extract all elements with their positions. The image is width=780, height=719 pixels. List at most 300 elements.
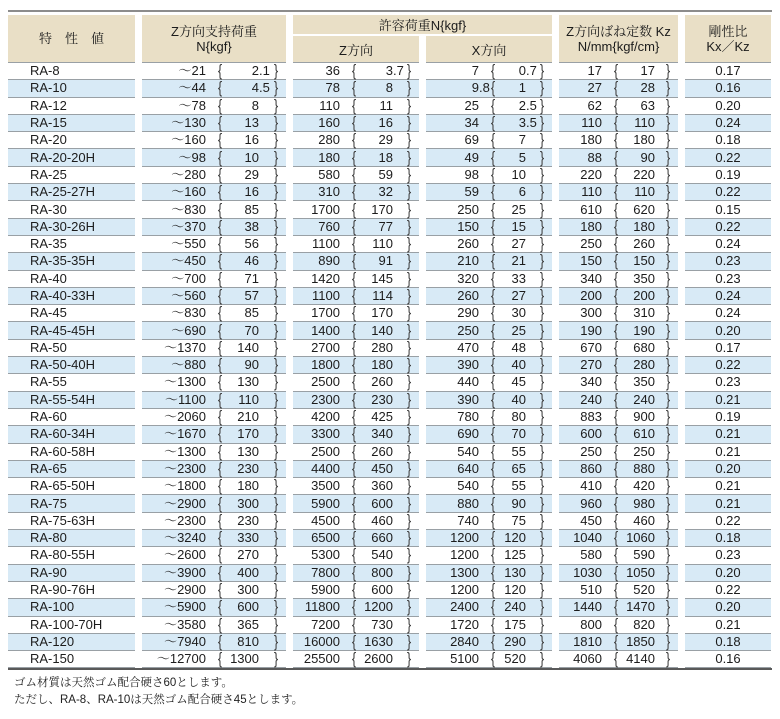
table-row	[8, 475, 772, 496]
support-load-n-int: ～1670	[164, 426, 206, 442]
header-z-support-load-line2: N{kgf}	[196, 38, 232, 54]
allowable-z-n-int: 4500	[311, 512, 340, 528]
spring-constant-kgfcm-int: 110	[634, 115, 655, 131]
open-brace: {	[217, 302, 223, 323]
model-name-cell	[8, 651, 135, 668]
allowable-x-kgf-int: 75	[511, 512, 526, 528]
table-row	[8, 112, 772, 133]
allowable-x-kgf-int: 80	[511, 409, 526, 425]
support-load-kgf-int: 13	[244, 115, 259, 131]
spring-constant-kgfcm-int: 28	[640, 80, 655, 96]
support-load-kgf-int: 2	[251, 63, 259, 79]
spring-constant-nmm-int: 180	[580, 218, 602, 234]
open-brace: {	[351, 596, 357, 617]
support-load-kgf-int: 400	[237, 564, 259, 580]
close-brace: }	[406, 372, 412, 392]
z-support-load-cell	[142, 458, 286, 479]
model-name-cell	[8, 236, 135, 253]
spring-constant-kgfcm-int: 280	[633, 357, 655, 373]
rigidity-ratio-cell	[685, 132, 771, 149]
rigidity-ratio-cell	[685, 582, 771, 599]
open-brace: {	[217, 95, 223, 115]
rigidity-ratio-cell	[685, 80, 771, 97]
open-brace: {	[351, 95, 357, 115]
allowable-z-n-int: 1700	[311, 305, 340, 321]
close-brace: }	[273, 545, 279, 565]
rigidity-ratio-value: 0.21	[715, 616, 741, 632]
rigidity-ratio-value: 0.20	[715, 564, 741, 580]
footnotes	[14, 675, 772, 709]
close-brace: }	[539, 562, 545, 582]
allowable-x-n-int: 880	[457, 495, 479, 511]
close-brace: }	[273, 441, 279, 461]
allowable-x-n-int: 690	[457, 426, 479, 442]
allowable-x-kgf-int: 21	[511, 253, 526, 269]
close-brace: }	[273, 648, 279, 669]
allowable-x-kgf-int: 125	[504, 547, 526, 563]
open-brace: {	[613, 510, 619, 530]
spring-constant-kgfcm-int: 620	[633, 201, 655, 217]
header-rigidity-ratio	[685, 15, 771, 63]
spring-constant-nmm-int: 240	[580, 391, 602, 407]
open-brace: {	[490, 112, 496, 133]
spring-constant-kgfcm-int: 250	[633, 443, 655, 459]
allowable-x-n-int: 290	[457, 305, 479, 321]
close-brace: }	[406, 423, 412, 444]
allowable-z-kgf-int: 170	[371, 305, 393, 321]
support-load-kgf-int: 70	[244, 322, 259, 338]
support-load-n-int: ～450	[171, 253, 206, 269]
close-brace: }	[406, 268, 412, 288]
close-brace: }	[665, 302, 671, 323]
model-name: RA-45-45H	[30, 322, 96, 338]
close-brace: }	[539, 648, 545, 669]
model-name: RA-150	[30, 651, 75, 667]
close-brace: }	[273, 510, 279, 530]
open-brace: {	[351, 354, 357, 375]
open-brace: {	[351, 337, 357, 357]
allowable-x-kgf-int: 175	[504, 616, 526, 632]
allowable-z-n-int: 1100	[312, 288, 340, 303]
allowable-z-kgf-int: 18	[378, 149, 393, 165]
z-support-load-cell	[142, 60, 286, 81]
spring-constant-nmm-int: 340	[580, 270, 602, 286]
z-support-load-cell	[142, 423, 286, 444]
close-brace: }	[539, 458, 545, 479]
header-z-spring-constant-line1: Z方向ばね定数 Kz	[566, 23, 671, 39]
model-name-cell	[8, 392, 135, 409]
model-name: RA-80-55H	[30, 547, 96, 563]
allowable-x-kgf-int: 240	[504, 599, 526, 615]
open-brace: {	[217, 510, 223, 530]
close-brace: }	[665, 648, 671, 669]
allowable-x-kgf-int: 33	[511, 270, 526, 286]
support-load-n-int: ～160	[171, 184, 206, 200]
allowable-z-n-int: 6500	[311, 530, 340, 546]
rigidity-ratio-cell	[685, 565, 771, 582]
table-row	[8, 596, 772, 617]
support-load-n-int: ～12700	[156, 651, 206, 667]
spring-constant-kgfcm-int: 190	[633, 322, 655, 338]
model-name-cell	[8, 219, 135, 236]
support-load-n-int: ～2300	[164, 460, 206, 476]
open-brace: {	[613, 78, 619, 98]
model-name-cell	[8, 340, 135, 357]
open-brace: {	[490, 95, 496, 115]
spring-constant-nmm-int: 1440	[573, 599, 602, 615]
close-brace: }	[406, 614, 412, 634]
spring-constant-nmm-int: 580	[580, 547, 602, 563]
close-brace: }	[406, 95, 412, 115]
footnote-exception: ただし、RA-8、RA-10は天然ゴム配合硬さ45とします。	[14, 694, 304, 707]
support-load-kgf-frac: .1	[259, 63, 270, 79]
close-brace: }	[406, 320, 412, 340]
close-brace: }	[273, 216, 279, 236]
close-brace: }	[406, 527, 412, 548]
close-brace: }	[273, 320, 279, 340]
model-name: RA-45	[30, 305, 67, 321]
open-brace: {	[490, 251, 496, 271]
allowable-x-n-int: 5100	[450, 651, 479, 667]
rigidity-ratio-cell	[685, 167, 771, 184]
allowable-z-kgf-int: 600	[371, 582, 393, 598]
model-name-cell	[8, 149, 135, 166]
support-load-n-int: ～2300	[164, 512, 206, 528]
header-z-direction-label: Z方向	[339, 42, 373, 58]
close-brace: }	[665, 268, 671, 288]
model-name: RA-55	[30, 374, 67, 390]
table-row	[8, 579, 772, 600]
allowable-x-n-int: 1720	[450, 616, 479, 632]
close-brace: }	[539, 614, 545, 634]
support-load-kgf-int: 10	[244, 149, 259, 165]
open-brace: {	[613, 527, 619, 548]
model-name: RA-35	[30, 236, 67, 252]
allowable-z-kgf-int: 280	[371, 339, 393, 355]
close-brace: }	[273, 251, 279, 271]
model-name-cell	[8, 98, 135, 115]
rigidity-ratio-cell	[685, 322, 771, 339]
table-row	[8, 216, 772, 236]
spring-constant-nmm-int: 600	[580, 426, 602, 442]
close-brace: }	[273, 423, 279, 444]
allowable-z-n-int: 2700	[311, 339, 340, 355]
close-brace: }	[273, 631, 279, 652]
allowable-z-n-int: 110	[319, 97, 340, 113]
allowable-x-kgf-int: 130	[504, 564, 526, 580]
rigidity-ratio-cell	[685, 340, 771, 357]
open-brace: {	[217, 164, 223, 185]
open-brace: {	[351, 251, 357, 271]
open-brace: {	[217, 354, 223, 375]
support-load-n-int: ～5900	[164, 599, 206, 615]
open-brace: {	[613, 406, 619, 427]
allowable-x-n-int: 98	[464, 166, 479, 182]
close-brace: }	[665, 614, 671, 634]
header-x-direction-label: X方向	[471, 42, 507, 58]
support-load-n-int: ～1300	[164, 374, 206, 390]
model-name-cell	[8, 271, 135, 288]
z-support-load-cell	[142, 579, 286, 600]
rigidity-ratio-cell	[685, 444, 771, 461]
z-support-load-cell	[142, 80, 286, 97]
model-name-cell	[8, 305, 135, 322]
z-support-load-cell	[142, 510, 286, 530]
spring-constant-nmm-int: 250	[580, 236, 602, 252]
allowable-z-n-int: 2500	[311, 443, 340, 459]
open-brace: {	[351, 216, 357, 236]
close-brace: }	[273, 233, 279, 254]
support-load-n-int: ～1800	[164, 478, 206, 494]
rigidity-ratio-cell	[685, 357, 771, 374]
z-support-load-cell	[142, 164, 286, 185]
open-brace: {	[217, 199, 223, 219]
model-name: RA-100	[30, 599, 75, 615]
open-brace: {	[351, 320, 357, 340]
close-brace: }	[665, 199, 671, 219]
close-brace: }	[273, 527, 279, 548]
allowable-z-kgf-int: 730	[371, 616, 393, 632]
close-brace: }	[665, 285, 671, 306]
header-rigidity-ratio-line1: 剛性比	[708, 23, 748, 39]
z-support-load-cell	[142, 201, 286, 218]
open-brace: {	[217, 285, 223, 306]
rigidity-ratio-value: 0.17	[715, 339, 741, 355]
header-characteristic-label: 特 性 値	[38, 31, 104, 46]
rigidity-ratio-value: 0.22	[715, 512, 741, 528]
model-name: RA-20-20H	[30, 149, 96, 165]
support-load-kgf-int: 29	[244, 166, 259, 182]
spring-constant-nmm-int: 62	[587, 97, 602, 113]
close-brace: }	[273, 78, 279, 98]
open-brace: {	[490, 199, 496, 219]
open-brace: {	[351, 545, 357, 565]
open-brace: {	[217, 78, 223, 98]
z-support-load-cell	[142, 233, 286, 254]
header-allowable-load-group	[293, 15, 552, 63]
close-brace: }	[665, 423, 671, 444]
open-brace: {	[490, 233, 496, 254]
rigidity-ratio-cell	[685, 530, 771, 547]
open-brace: {	[613, 648, 619, 669]
allowable-z-kgf-int: 1200	[364, 599, 393, 615]
allowable-z-n-int: 890	[318, 253, 340, 269]
open-brace: {	[490, 337, 496, 357]
support-load-n-int: ～2900	[164, 495, 206, 511]
open-brace: {	[613, 60, 619, 81]
model-name: RA-8	[30, 63, 60, 79]
rigidity-ratio-cell	[685, 392, 771, 409]
open-brace: {	[490, 423, 496, 444]
allowable-x-kgf-int: 48	[511, 339, 526, 355]
close-brace: }	[539, 129, 545, 150]
allowable-z-kgf-int: 260	[371, 443, 393, 459]
allowable-x-n-int: 25	[464, 97, 479, 113]
table-row	[8, 164, 772, 185]
close-brace: }	[539, 493, 545, 513]
support-load-kgf-int: 180	[237, 478, 259, 494]
close-brace: }	[539, 354, 545, 375]
support-load-n-int: ～160	[171, 132, 206, 148]
open-brace: {	[613, 233, 619, 254]
table-row	[8, 322, 772, 339]
open-brace: {	[217, 648, 223, 669]
spring-constant-nmm-int: 510	[580, 582, 602, 598]
rigidity-ratio-value: 0.23	[715, 374, 741, 390]
open-brace: {	[217, 545, 223, 565]
support-load-n-int: ～1300	[164, 443, 206, 459]
close-brace: }	[273, 95, 279, 115]
open-brace: {	[490, 579, 496, 600]
model-name-cell	[8, 547, 135, 564]
allowable-x-n-int: 540	[457, 478, 479, 494]
close-brace: }	[665, 337, 671, 357]
close-brace: }	[665, 562, 671, 582]
open-brace: {	[351, 493, 357, 513]
model-name: RA-65	[30, 460, 67, 476]
close-brace: }	[665, 475, 671, 496]
spring-constant-kgfcm-int: 90	[640, 149, 655, 165]
close-brace: }	[539, 181, 545, 202]
z-support-load-cell	[142, 648, 286, 669]
allowable-z-kgf-int: 145	[371, 270, 393, 286]
close-brace: }	[665, 527, 671, 548]
rigidity-ratio-cell	[685, 149, 771, 166]
spring-constant-kgfcm-int: 420	[633, 478, 655, 494]
allowable-z-n-int: 580	[318, 166, 340, 182]
allowable-x-kgf-int: 3	[518, 115, 526, 131]
allowable-x-kgf-int: 25	[511, 322, 526, 338]
allowable-z-n-int: 25500	[303, 651, 340, 667]
close-brace: }	[539, 95, 545, 115]
open-brace: {	[613, 251, 619, 271]
open-brace: {	[351, 631, 357, 652]
open-brace: {	[613, 475, 619, 496]
model-name: RA-55-54H	[30, 391, 96, 407]
spring-constant-kgfcm-int: 220	[633, 166, 655, 182]
close-brace: }	[539, 233, 545, 254]
open-brace: {	[217, 233, 223, 254]
allowable-z-kgf-int: 32	[378, 184, 393, 200]
allowable-x-kgf-int: 30	[511, 305, 526, 321]
spring-constant-kgfcm-int: 180	[633, 218, 655, 234]
support-load-n-int: ～1370	[164, 339, 206, 355]
open-brace: {	[217, 579, 223, 600]
open-brace: {	[351, 302, 357, 323]
allowable-x-kgf-int: 10	[511, 166, 526, 182]
header-allowable-load	[293, 15, 552, 34]
close-brace: }	[665, 95, 671, 115]
open-brace: {	[613, 614, 619, 634]
open-brace: {	[351, 164, 357, 185]
open-brace: {	[217, 129, 223, 150]
support-load-kgf-int: 16	[244, 184, 259, 200]
z-support-load-cell	[142, 112, 286, 133]
allowable-x-n-int: 34	[464, 115, 479, 131]
close-brace: }	[273, 337, 279, 357]
open-brace: {	[613, 112, 619, 133]
spring-constant-kgfcm-int: 350	[633, 270, 655, 286]
table-row	[8, 648, 772, 669]
support-load-n-int: ～2060	[164, 409, 206, 425]
top-rule-divider	[8, 10, 772, 12]
close-brace: }	[273, 614, 279, 634]
support-load-n-int: ～98	[178, 149, 206, 165]
open-brace: {	[217, 320, 223, 340]
close-brace: }	[539, 406, 545, 427]
open-brace: {	[217, 268, 223, 288]
allowable-x-kgf-int: 2	[518, 97, 526, 113]
support-load-n-int: ～21	[178, 63, 206, 79]
allowable-x-n-int: 1200	[450, 547, 479, 563]
spring-constant-nmm-int: 180	[580, 132, 602, 148]
support-load-kgf-int: 1300	[230, 651, 259, 667]
open-brace: {	[490, 181, 496, 202]
model-name: RA-75-63H	[30, 512, 96, 528]
close-brace: }	[539, 423, 545, 444]
allowable-x-kgf-int: 0	[518, 63, 526, 79]
allowable-x-n-int: 320	[457, 270, 479, 286]
open-brace: {	[351, 423, 357, 444]
close-brace: }	[406, 406, 412, 427]
z-support-load-cell	[142, 268, 286, 288]
model-name: RA-25	[30, 166, 67, 182]
open-brace: {	[613, 458, 619, 479]
open-brace: {	[351, 475, 357, 496]
z-support-load-cell	[142, 216, 286, 236]
open-brace: {	[613, 337, 619, 357]
close-brace: }	[406, 510, 412, 530]
close-brace: }	[273, 285, 279, 306]
spring-constant-kgfcm-int: 63	[640, 97, 655, 113]
allowable-x-n-int: 59	[464, 184, 479, 200]
close-brace: }	[665, 406, 671, 427]
support-load-n-int: ～550	[171, 236, 206, 252]
rigidity-ratio-value: 0.17	[715, 63, 741, 79]
open-brace: {	[351, 181, 357, 202]
open-brace: {	[490, 493, 496, 513]
close-brace: }	[665, 320, 671, 340]
open-brace: {	[490, 614, 496, 634]
table-row	[8, 562, 772, 582]
open-brace: {	[217, 614, 223, 634]
model-name-cell	[8, 530, 135, 547]
open-brace: {	[613, 129, 619, 150]
close-brace: }	[539, 372, 545, 392]
close-brace: }	[539, 112, 545, 133]
model-name-cell	[8, 115, 135, 132]
allowable-z-kgf-int: 3	[385, 63, 393, 79]
allowable-x-n-int: 260	[457, 288, 479, 303]
open-brace: {	[351, 648, 357, 669]
spring-constant-kgfcm-int: 680	[633, 339, 655, 355]
open-brace: {	[613, 441, 619, 461]
z-support-load-cell	[142, 596, 286, 617]
open-brace: {	[613, 164, 619, 185]
allowable-x-n-int: 780	[457, 409, 479, 425]
spring-constant-kgfcm-int: 260	[633, 236, 655, 252]
close-brace: }	[273, 579, 279, 600]
allowable-z-n-int: 3300	[311, 426, 340, 442]
spring-constant-kgfcm-int: 310	[633, 305, 655, 321]
open-brace: {	[351, 562, 357, 582]
close-brace: }	[665, 216, 671, 236]
rigidity-ratio-cell	[685, 478, 771, 495]
table-row	[8, 268, 772, 288]
spring-constant-kgfcm-int: 880	[633, 460, 655, 476]
open-brace: {	[613, 493, 619, 513]
rigidity-ratio-value: 0.24	[715, 115, 741, 131]
